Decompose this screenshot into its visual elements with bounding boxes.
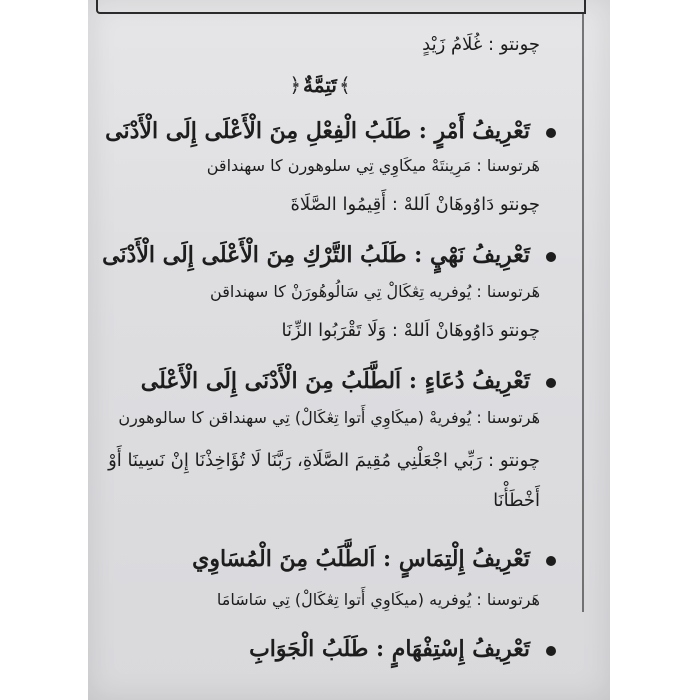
bullet-amr <box>546 128 556 138</box>
bullet-dua <box>546 378 556 388</box>
example-dua-continued: أَخْطَأْنَا <box>493 490 540 511</box>
definition-istifham: تَعْرِيفُ إِسْتِفْهَامٍ : طَلَبُ الْجَوَابِ <box>249 636 530 662</box>
page-border-top <box>96 0 586 14</box>
meaning-dua: هَرتوسنا : يُوفريهْ (ميكَاوِي أَتوا تِڠكَالْ) تِي سهنداقن كا سالوهورن <box>118 408 540 427</box>
definition-nahy: تَعْرِيفُ نَهْيٍ : طَلَبُ التَّرْكِ مِنَ الْأَعْلَى إِلَى الْأَدْنَى <box>102 242 530 268</box>
section-banner <box>268 70 372 100</box>
example-amr: چونتو دَاوُوهَانْ اَللهْ : أَقِيمُوا الصَّلَاةَ <box>290 194 540 215</box>
example-nahy: چونتو دَاوُوهَانْ اَللهْ : وَلَا تَقْرَبُوا الزِّنَا <box>281 320 540 341</box>
meaning-nahy: هَرتوسنا : يُوفريه تِڠكَالْ تِي سَالُوهُورَنْ كا سهنداقن <box>210 282 540 301</box>
page-border-right <box>582 12 590 612</box>
header-example: چونتو : غُلَامُ زَيْدٍ <box>422 34 540 55</box>
banner-title: تَتِمَّةٌ <box>303 73 337 97</box>
example-dua: چونتو : رَبِّي اجْعَلْنِي مُقِيمَ الصَّلَاةِ، رَبَّنَا لَا تُؤَاخِذْنَا إِنْ نَسِينَا أَوْ <box>108 450 540 471</box>
bullet-nahy <box>546 252 556 262</box>
meaning-iltimas: هَرتوسنا : يُوفريه (ميكَاوِي أَتوا تِڠكَالْ) تِي سَاسَامَا <box>216 590 540 609</box>
definition-iltimas: تَعْرِيفُ إِلْتِمَاسٍ : اَلطَّلَبُ مِنَ الْمُسَاوِي <box>192 546 530 572</box>
definition-dua: تَعْرِيفُ دُعَاءٍ : اَلطَّلَبُ مِنَ الْأَدْنَى إِلَى الْأَعْلَى <box>140 368 530 394</box>
banner-ornament-right: ﴿ <box>289 73 302 97</box>
bullet-iltimas <box>546 556 556 566</box>
bullet-istifham <box>546 646 556 656</box>
banner-ornament-left: ﴾ <box>338 73 351 97</box>
meaning-amr: هَرتوسنا : مَرِينتَهْ ميكَاوِي تِي سلوهورن كا سهنداقن <box>206 156 540 175</box>
definition-amr: تَعْرِيفُ أَمْرٍ : طَلَبُ الْفِعْلِ مِنَ الْأَعْلَى إِلَى الْأَدْنَى <box>105 118 530 144</box>
